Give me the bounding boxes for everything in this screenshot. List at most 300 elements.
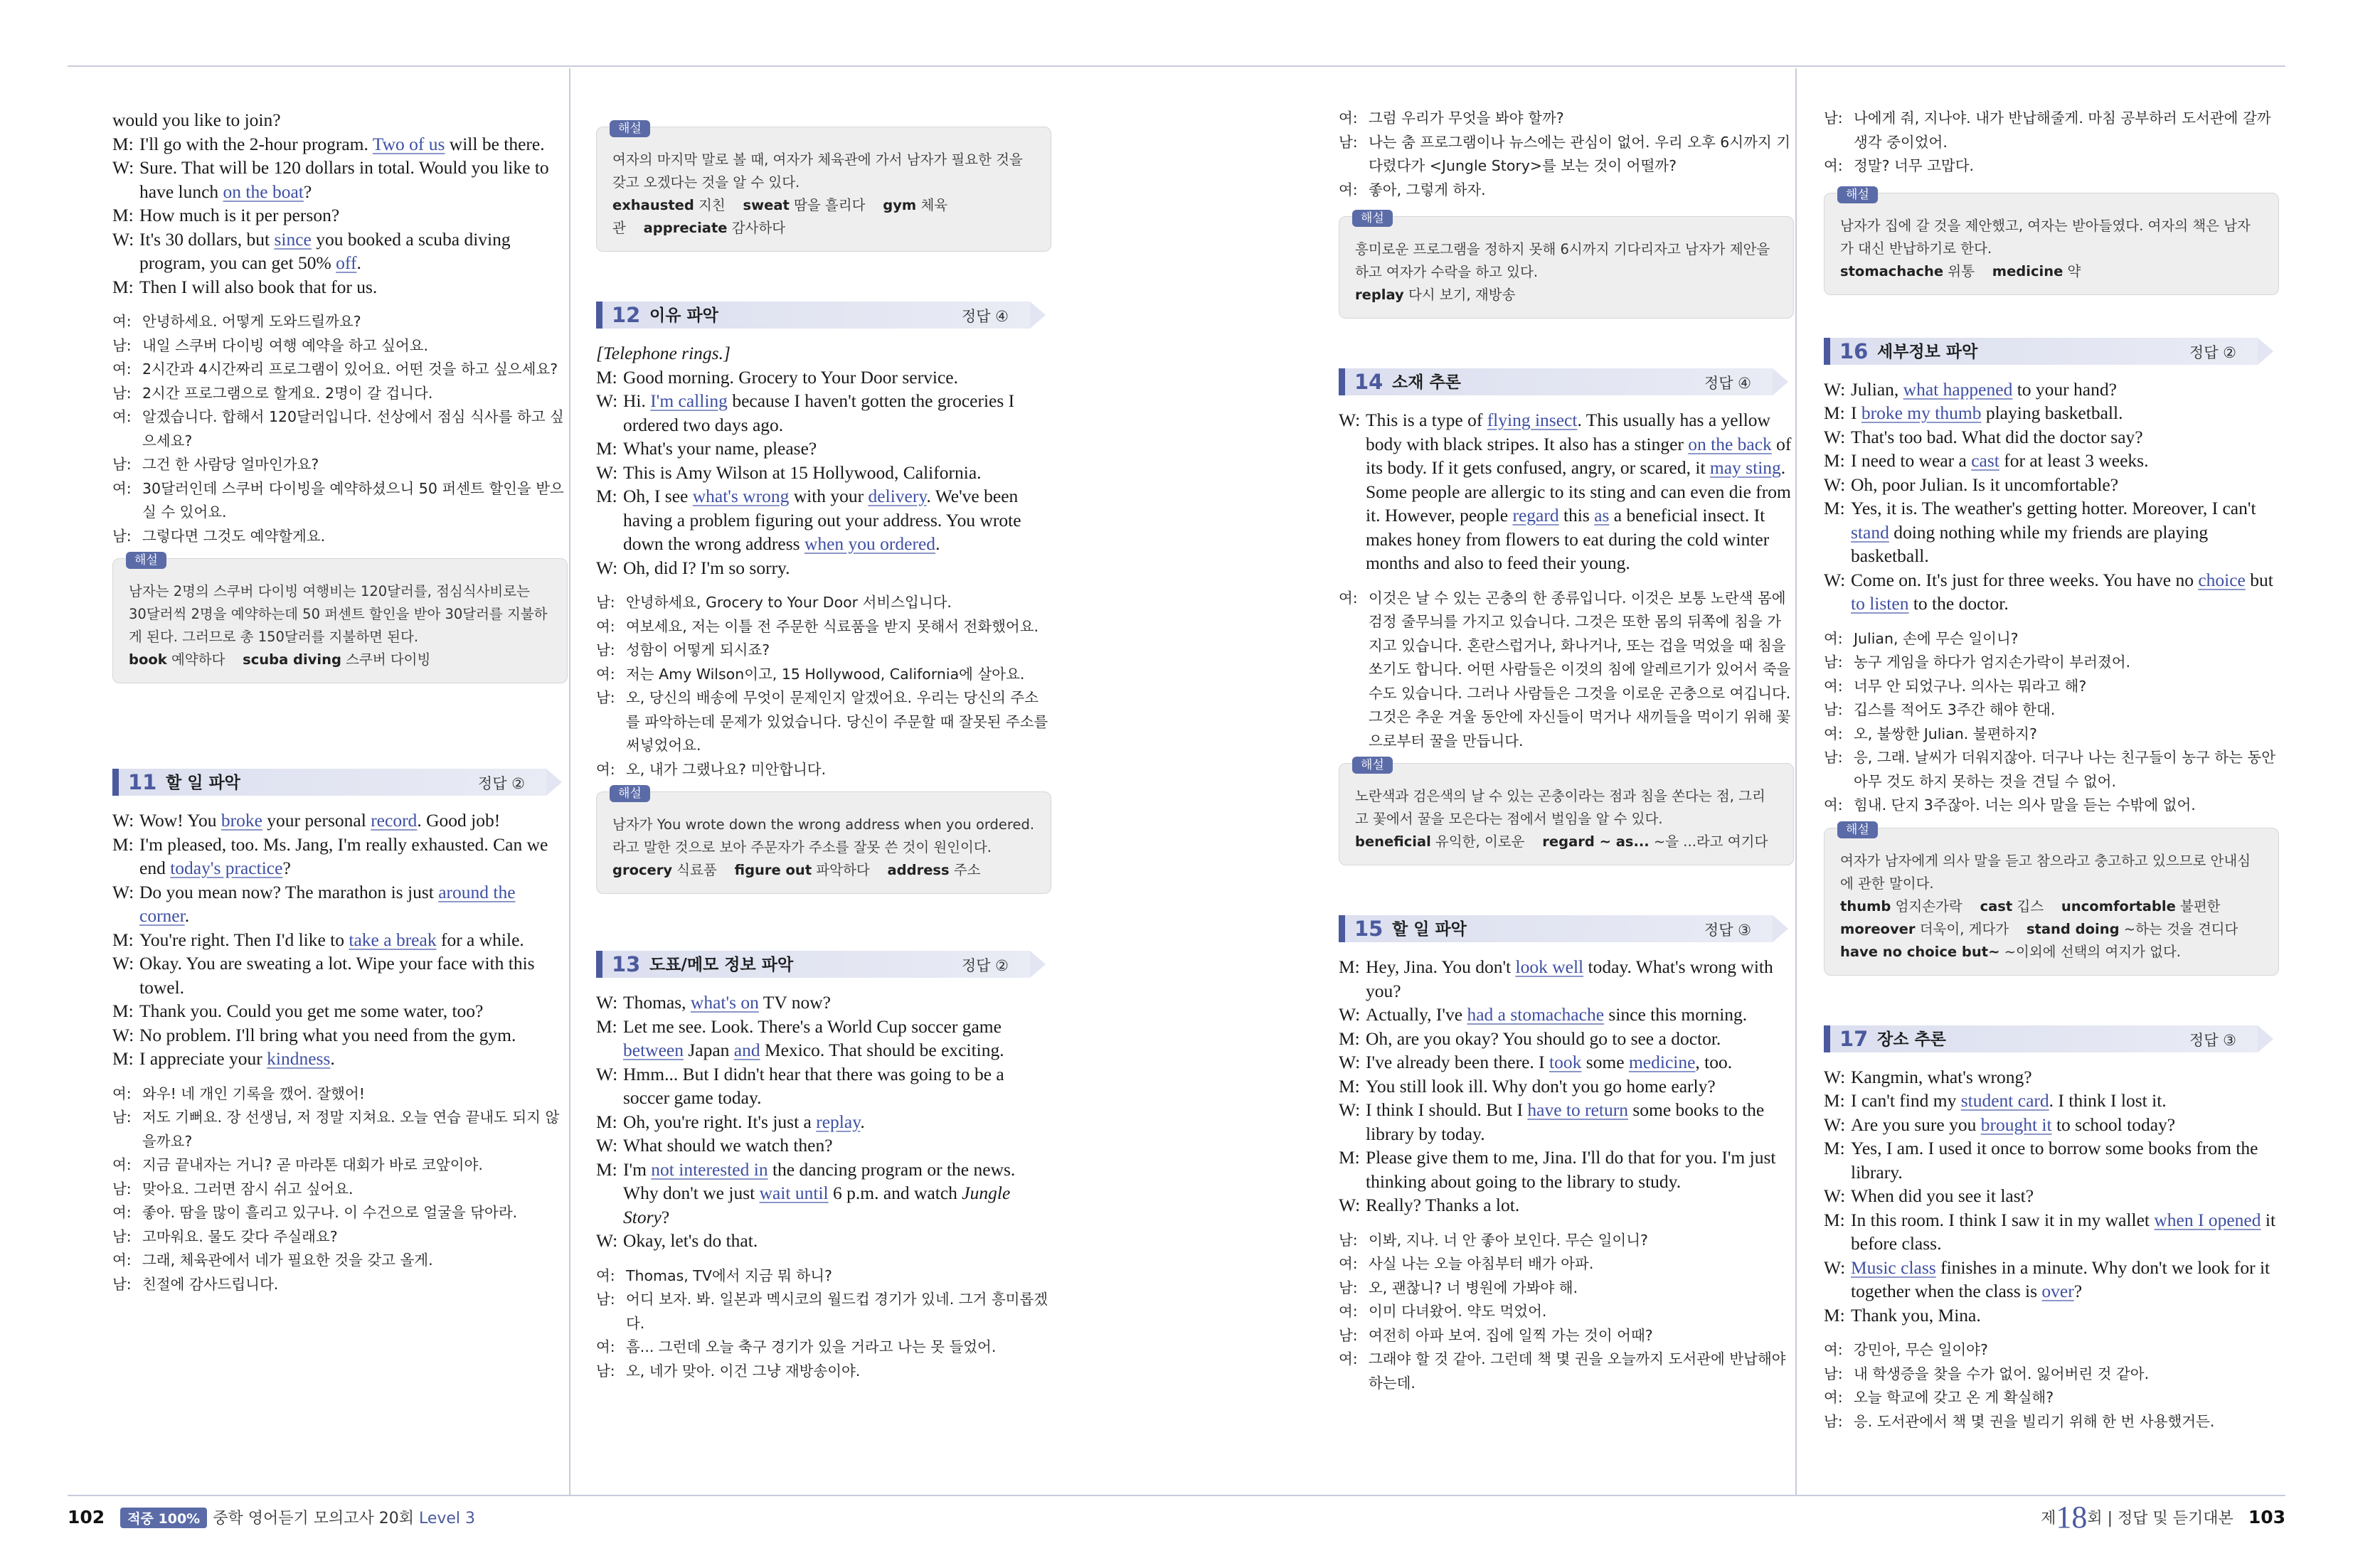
line-text: ? (2073, 1281, 2083, 1301)
vocab-line (1840, 260, 2263, 283)
line-text: In this room. I think I saw it in my wallet (1851, 1209, 2155, 1230)
speaker-label: 여: (596, 617, 615, 635)
translation-text: 좋아, 그렇게 하자. (1369, 181, 1486, 198)
explanation-text: 남자가 You wrote down the wrong address when you ordered.라고 말한 것으로 보아 주문자가 주소를 잘못 쓴 것이 원인이다. (612, 816, 1035, 855)
page-number-right: 103 (2248, 1507, 2285, 1527)
speaker-label: M: (1339, 1147, 1360, 1168)
line-text: This is a type of (1366, 410, 1487, 430)
translation-line (1339, 178, 1794, 203)
line-text: No problem. I'll bring what you need from the gym. (139, 1024, 516, 1045)
line-text: to your hand? (2012, 378, 2117, 400)
book-title: 중학 영어듣기 모의고사 20회 (213, 1510, 414, 1527)
translation-17 (1824, 1338, 2279, 1434)
dialogue-line (596, 1015, 1051, 1062)
header-arrow (1030, 302, 1046, 329)
explanation-text: 남자가 집에 갈 것을 제안했고, 여자는 받아들였다. 여자의 책은 남자가 대신 반납하기로 한다. (1840, 217, 2251, 257)
translation-text: 농구 게임을 하다가 엄지손가락이 부러졌어. (1854, 654, 2131, 671)
translation-line (1339, 1252, 1794, 1276)
speaker-label: M: (1824, 402, 1845, 423)
vocab-word: figure out (734, 862, 812, 878)
blank-answer: between (623, 1040, 684, 1060)
line-text: That's too bad. What did the doctor say? (1851, 426, 2143, 447)
dialogue-line (596, 437, 1051, 461)
line-text: Yes, it is. The weather's getting hotter. Moreover, I can't (1851, 498, 2256, 518)
question-number: 12 (612, 303, 641, 327)
vocab-word: have no choice but~ (1840, 943, 2000, 960)
answer-label: 정답 ② (2189, 343, 2236, 361)
translation-text: 여전히 아파 보여. 집에 일찍 가는 것이 어때? (1369, 1326, 1653, 1344)
vocab-word: medicine (1992, 262, 2063, 279)
vocab-word: cast (1980, 897, 2013, 914)
answer-label: 정답 ④ (961, 308, 1009, 325)
vocab-word: sweat (743, 197, 790, 213)
line-text: Come on. It's just for three weeks. You have no (1851, 569, 2199, 590)
speaker-label: W: (112, 881, 134, 902)
translation-line (1824, 794, 2279, 818)
speaker-label: 여: (596, 760, 615, 778)
line-text: 6 p.m. and watch (828, 1183, 962, 1203)
line-text: I can't find my (1851, 1090, 1961, 1111)
line-text: some (1581, 1052, 1629, 1072)
speaker-label: W: (596, 1063, 618, 1084)
header-mark (1824, 338, 1830, 365)
line-text: Thank you, Mina. (1851, 1304, 1981, 1326)
translation-text: 2시간 프로그램으로 할게요. 2명이 갈 겁니다. (142, 384, 433, 402)
line-text: since this morning. (1604, 1004, 1748, 1025)
dialogue-line (596, 1158, 1051, 1230)
translation-15 (1339, 1229, 1794, 1396)
line-text: Oh, you're right. It's just a (623, 1111, 817, 1132)
speaker-label: 여: (1824, 157, 1843, 174)
translation-text: 그렇다면 그것도 예약할게요. (142, 527, 326, 545)
translation-line (596, 686, 1051, 758)
translation-line (112, 1249, 568, 1273)
blank-answer: as (1594, 505, 1610, 526)
dialogue-line (112, 1047, 568, 1071)
speaker-label: W: (112, 228, 134, 250)
speaker-label: W: (1339, 1052, 1361, 1072)
line-text: . I think I lost it. (2049, 1090, 2167, 1111)
translation-line (1824, 1386, 2279, 1410)
line-text: but (2245, 569, 2273, 590)
line-text: to the doctor. (1908, 593, 2009, 614)
translation-line (112, 1225, 568, 1249)
speaker-label: 남: (1824, 654, 1843, 671)
explanation-box-11 (596, 122, 1051, 252)
translation-text: 이봐, 지나. 너 안 좋아 보인다. 무슨 일이니? (1369, 1231, 1648, 1249)
dialogue-line (1339, 955, 1794, 1003)
translation-line (596, 1288, 1051, 1335)
line-text: I'll go with the 2-hour program. (139, 133, 373, 154)
dialogue-line (596, 1229, 1051, 1253)
line-text: Thank you. Could you get me some water, too? (139, 1001, 484, 1021)
line-text: I'm (623, 1158, 652, 1180)
translation-line (112, 382, 568, 406)
dialogue-line (596, 341, 1051, 366)
dialogue-line (1824, 1184, 2279, 1208)
translation-line (112, 525, 568, 549)
line-text: . (184, 905, 190, 926)
speaker-label: 여: (112, 361, 132, 378)
question-number: 11 (128, 770, 157, 794)
speaker-label: 남: (1824, 110, 1843, 127)
vocab-meaning: 파악하다 (816, 862, 870, 878)
explanation-box-16 (1824, 822, 2279, 976)
line-text: . Some people are allergic to its sting and can even die from it. However, people (1366, 457, 1791, 526)
speaker-label: 남: (112, 456, 132, 473)
translation-line (112, 310, 568, 334)
line-text: Okay. You are sweating a lot. Wipe your face with this towel. (139, 953, 535, 998)
translation-15-end (1824, 107, 2279, 178)
dialogue-line (1824, 1113, 2279, 1137)
speaker-label: W: (112, 953, 134, 974)
line-text: ? (303, 181, 312, 202)
vocab-meaning: 유익한, 이로운 (1435, 833, 1525, 850)
speaker-label: M: (1339, 956, 1360, 977)
vocab-line (1840, 918, 2263, 941)
translation-line (112, 477, 568, 525)
dialogue-line (596, 366, 1051, 390)
dialogue-line (596, 556, 1051, 580)
blank-answer: what happened (1903, 378, 2013, 400)
line-text: Are you sure you (1851, 1114, 1981, 1135)
speaker-label: M: (596, 438, 617, 459)
blank-answer: on the boat (223, 181, 304, 202)
translation-text: 오, 불쌍한 Julian. 불편하지? (1854, 725, 2037, 742)
explanation-tag: 해설 (610, 120, 650, 137)
speaker-label: 여: (112, 1084, 132, 1102)
translation-text: 성함이 어떻게 되시죠? (626, 641, 770, 658)
speaker-label: M: (596, 1015, 617, 1037)
blank-answer: wait until (759, 1183, 829, 1203)
vocab-word: scuba diving (243, 651, 341, 668)
translation-line (1824, 675, 2279, 699)
line-text: Oh, are you okay? You should go to see a doctor. (1366, 1028, 1721, 1049)
translation-line (1824, 154, 2279, 178)
translation-13-end (1339, 107, 1794, 202)
translation-line (596, 591, 1051, 615)
translation-line (596, 663, 1051, 687)
speaker-label: W: (1339, 410, 1361, 430)
translation-line (1824, 1362, 2279, 1387)
explanation-tag: 해설 (1837, 821, 1878, 838)
dialogue-line (112, 833, 568, 880)
vocab-meaning: 땀을 흘리다 (794, 197, 866, 213)
dialogue-line (1824, 1208, 2279, 1256)
line-text: Wow! You (139, 810, 221, 831)
dialogue-line (1339, 1098, 1794, 1146)
translation-line (1339, 1276, 1794, 1301)
dialogue-line (112, 880, 568, 928)
line-text: of its body. If it gets confused, angry, or scared, it (1366, 433, 1792, 478)
dialogue-line (1339, 1074, 1794, 1099)
dialogue-line (112, 951, 568, 999)
translation-text: 그래, 체육관에서 네가 필요한 것을 갖고 올게. (142, 1252, 433, 1269)
question-type: 도표/메모 정보 파악 (649, 956, 794, 974)
translation-text: 내 학생증을 찾을 수가 없어. 잃어버린 것 같아. (1854, 1365, 2150, 1382)
blank-answer: and (733, 1040, 760, 1060)
blank-answer: record (371, 810, 418, 831)
explanation-text: 흥미로운 프로그램을 정하지 못해 6시까지 기다리자고 남자가 제안을 하고 여자가 수락을 하고 있다. (1355, 241, 1770, 280)
translation-line (1824, 1338, 2279, 1362)
line-text: ? (661, 1206, 670, 1227)
line-text: You still look ill. Why don't you go home early? (1366, 1075, 1716, 1097)
dialogue-line (1824, 1065, 2279, 1089)
question-number: 16 (1839, 338, 1869, 363)
translation-line (596, 1264, 1051, 1289)
speaker-label: W: (1824, 1257, 1846, 1278)
answer-label: 정답 ③ (2189, 1031, 2236, 1049)
translation-text: 알겠습니다. 합해서 120달러입니다. 선상에서 점심 식사를 하고 싶으세요? (142, 408, 564, 449)
italic-text: [Telephone rings.] (596, 343, 731, 363)
vocab-meaning: 다시 보기, 재방송 (1408, 287, 1516, 303)
blank-answer: took (1549, 1052, 1582, 1072)
dialogue-line (1339, 1146, 1794, 1193)
vocab-meaning: 지친 (699, 197, 726, 213)
blank-answer: what's wrong (692, 486, 790, 506)
translation-text: 정말? 너무 고맙다. (1854, 157, 1975, 174)
translation-11 (112, 1082, 568, 1297)
line-text: I'm pleased, too. Ms. Jang, I'm really exhausted. Can we end (139, 833, 548, 878)
header-arrow (1773, 368, 1788, 395)
translation-line (1824, 651, 2279, 675)
blank-answer: since (274, 228, 312, 250)
dialogue-line (1824, 1303, 2279, 1328)
line-text: Let me see. Look. There's a World Cup soccer game (623, 1015, 1002, 1037)
line-text: I appreciate your (139, 1048, 267, 1069)
question-type: 할 일 파악 (1392, 920, 1467, 939)
translation-text: 강민아, 무슨 일이야? (1854, 1341, 1988, 1358)
dialogue-line (112, 108, 568, 132)
speaker-label: W: (596, 462, 618, 483)
speaker-label: 여: (1824, 1389, 1843, 1406)
translation-text: 안녕하세요, Grocery to Your Door 서비스입니다. (626, 594, 952, 611)
line-text: . Good job! (417, 810, 501, 831)
line-text: I (1851, 402, 1861, 423)
question-11-header (112, 769, 568, 796)
translation-line (112, 1153, 568, 1178)
speaker-label: 남: (112, 384, 132, 402)
dialogue-13 (596, 991, 1051, 1253)
header-mark (596, 302, 602, 329)
translation-line (112, 1273, 568, 1297)
speaker-label: 여: (1824, 796, 1843, 814)
blank-answer: around the corner (139, 881, 516, 926)
vocab-word: gym (883, 197, 917, 213)
translation-line (112, 1178, 568, 1202)
column-4 (1824, 107, 2279, 1434)
speaker-label: M: (1824, 1209, 1845, 1230)
vocab-meaning: ~을 ...라고 여기다 (1653, 833, 1768, 850)
explanation-text: 여자의 마지막 말로 볼 때, 여자가 체육관에 가서 남자가 필요한 것을 갖고 오겠다는 것을 알 수 있다. (612, 151, 1023, 191)
question-number: 13 (612, 952, 641, 976)
dialogue-line (112, 132, 568, 156)
translation-text: 안녕하세요. 어떻게 도와드릴까요? (142, 313, 361, 330)
question-type: 장소 추론 (1877, 1030, 1946, 1049)
explanation-box-15 (1824, 187, 2279, 295)
vocab-meaning: 스쿠버 다이빙 (346, 651, 431, 668)
blank-answer: Music class (1851, 1257, 1936, 1278)
translation-line (1824, 746, 2279, 794)
dialogue-line (112, 275, 568, 299)
explanation-tag: 해설 (126, 552, 166, 569)
speaker-label: 여: (112, 479, 132, 497)
dialogue-line (1339, 1027, 1794, 1051)
line-text: Hi. (623, 390, 651, 411)
speaker-label: 남: (112, 1180, 132, 1198)
blank-answer: flying insect (1487, 410, 1578, 430)
translation-text: 그래야 할 것 같아. 그런데 책 몇 권을 오늘까지 도서관에 반납해야 하는데. (1369, 1350, 1786, 1392)
line-text: Japan (683, 1040, 734, 1060)
translation-text: 응, 그래. 날씨가 더워지잖아. 더구나 나는 친구들이 농구 하는 동안 아무 것도 하지 못하는 것을 견딜 수 없어. (1854, 749, 2276, 790)
translation-line (1824, 107, 2279, 154)
blank-answer: look well (1515, 956, 1584, 977)
speaker-label: W: (112, 157, 134, 178)
speaker-label: W: (112, 810, 134, 831)
translation-line (596, 1335, 1051, 1360)
speaker-label: M: (596, 1111, 617, 1132)
dialogue-line (112, 203, 568, 228)
dialogue-line (112, 228, 568, 275)
translation-text: 나는 춤 프로그램이나 뉴스에는 관심이 없어. 우리 오후 6시까지 기다렸다가 <Jungle Story>를 보는 것이 어떨까? (1369, 133, 1791, 174)
blank-answer: broke (221, 810, 262, 831)
header-mark (112, 769, 119, 796)
question-number: 14 (1354, 370, 1383, 394)
speaker-label: W: (596, 1135, 618, 1156)
dialogue-line (1339, 408, 1794, 575)
blank-answer: not interested in (651, 1158, 768, 1180)
explanation-text: 노란색과 검은색의 날 수 있는 곤충이라는 점과 침을 쏜다는 점, 그리고 꽃에서 꿀을 모은다는 점에서 벌임을 알 수 있다. (1355, 788, 1765, 827)
explanation-box-13 (1339, 211, 1794, 319)
speaker-label: 여: (112, 1204, 132, 1221)
line-text: Kangmin, what's wrong? (1851, 1066, 2032, 1087)
translation-text: 여보세요, 저는 이틀 전 주문한 식료품을 받지 못해서 전화했어요. (626, 617, 1039, 635)
line-text: Hmm... But I didn't hear that there was going to be a soccer game today. (623, 1063, 1004, 1108)
translation-line (596, 639, 1051, 663)
vocab-word: grocery (612, 862, 673, 878)
blank-answer: student card (1960, 1090, 2049, 1111)
vocab-meaning: 더욱이, 게다가 (1919, 920, 2009, 937)
line-text: It's 30 dollars, but (139, 228, 275, 250)
italic-text: Jungle Story (623, 1183, 1011, 1227)
vocab-word: appreciate (643, 220, 728, 236)
translation-text: 2시간과 4시간짜리 프로그램이 있어요. 어떤 것을 하고 싶으세요? (142, 361, 558, 378)
speaker-label: M: (112, 929, 134, 950)
vocab-line (612, 194, 1035, 240)
blank-answer: over (2041, 1281, 2074, 1301)
dialogue-line (1824, 1089, 2279, 1113)
dialogue-10-end (112, 108, 568, 299)
dialogue-line (1824, 1136, 2279, 1184)
translation-text: 사실 나는 오늘 아침부터 배가 아파. (1369, 1255, 1594, 1272)
line-text: Yes, I am. I used it once to borrow some books from the library. (1851, 1138, 2258, 1183)
line-text: for a while. (436, 929, 524, 950)
dialogue-line (596, 484, 1051, 556)
dialogue-12 (596, 341, 1051, 580)
explanation-text: 여자가 남자에게 의사 말을 듣고 참으라고 충고하고 있으므로 안내심에 관한 말이다. (1840, 852, 2251, 892)
speaker-label: 남: (596, 689, 615, 706)
line-text: Okay, let's do that. (623, 1230, 758, 1251)
explanation-tag: 해설 (1352, 757, 1393, 774)
question-15-header (1339, 915, 1794, 942)
line-text: . (330, 1048, 335, 1069)
dialogue-line (1824, 378, 2279, 402)
translation-line (1339, 1229, 1794, 1253)
speaker-label: M: (1824, 498, 1845, 518)
speaker-label: 여: (1339, 1350, 1358, 1367)
dialogue-line (1339, 1193, 1794, 1217)
dialogue-line (596, 991, 1051, 1015)
speaker-label: 여: (112, 1156, 132, 1173)
translation-line (112, 453, 568, 477)
line-text: the dancing program or the news. Why don't we just (623, 1158, 1016, 1203)
blank-answer: stand (1851, 521, 1889, 543)
line-text: Really? Thanks a lot. (1366, 1195, 1520, 1215)
speaker-label: M: (1824, 1304, 1845, 1326)
blank-answer: had a stomachache (1467, 1004, 1605, 1025)
dialogue-line (1824, 1256, 2279, 1303)
question-16-header (1824, 338, 2279, 365)
dialogue-line (1824, 496, 2279, 568)
translation-line (112, 405, 568, 453)
speaker-label: 남: (1339, 1231, 1358, 1249)
translation-text: 좋아. 땀을 많이 흘리고 있구나. 이 수건으로 얼굴을 닦아라. (142, 1204, 518, 1221)
speaker-label: M: (596, 1158, 617, 1180)
speaker-label: 남: (1824, 701, 1843, 718)
answer-label: 정답 ④ (1704, 375, 1751, 392)
vocab-meaning: 예약하다 (171, 651, 225, 668)
vocab-word: stand doing (2026, 920, 2120, 937)
speaker-label: W: (596, 1230, 618, 1251)
speaker-label: 남: (112, 1109, 132, 1126)
vocab-meaning: 약 (2067, 262, 2081, 279)
translation-13 (596, 1264, 1051, 1384)
speaker-label: 여: (596, 665, 615, 683)
blank-answer: broke my thumb (1861, 402, 1982, 423)
vocab-line (612, 859, 1035, 882)
translation-line (1339, 1348, 1794, 1395)
line-text: Oh, did I? I'm so sorry. (623, 557, 790, 578)
explanation-text: 남자는 2명의 스쿠버 다이빙 여행비는 120달러를, 점심식사비로는 30달러씩 2명을 예약하는데 50 퍼센트 할인을 받아 30달러를 지불하게 된다. 그러므로 총 150달러를 지불하면 된다. (129, 583, 548, 645)
translation-line (596, 1360, 1051, 1384)
answer-label: 정답 ② (477, 775, 525, 792)
blank-answer: to listen (1851, 593, 1909, 614)
speaker-label: 남: (596, 1291, 615, 1308)
header-arrow (1773, 915, 1788, 942)
translation-text: 내일 스쿠버 다이빙 여행 예약을 하고 싶어요. (142, 336, 429, 354)
translation-text: 저는 Amy Wilson이고, 15 Hollywood, California에 살아요. (626, 665, 1025, 683)
line-text: . We've been having a problem figuring out your address. You wrote down the wrong address (623, 486, 1021, 554)
translation-text: 나에게 줘, 지나야. 내가 반납해줄게. 마침 공부하러 도서관에 갈까 생각 중이었어. (1854, 110, 2271, 151)
dialogue-line (1339, 1003, 1794, 1027)
speaker-label: M: (1824, 1090, 1845, 1111)
translation-16 (1824, 627, 2279, 818)
header-arrow (1030, 951, 1046, 978)
speaker-label: M: (1824, 1138, 1845, 1158)
answer-label: 정답 ② (961, 957, 1009, 974)
speaker-label: W: (1824, 474, 1846, 495)
line-text: Julian, (1851, 378, 1903, 400)
speaker-label: W: (112, 1024, 134, 1045)
line-text: Mexico. That should be exciting. (760, 1040, 1004, 1060)
speaker-label: 여: (1824, 725, 1843, 742)
question-type: 소재 추론 (1392, 373, 1461, 392)
blank-answer: on the back (1688, 433, 1772, 454)
question-number: 15 (1354, 917, 1383, 941)
line-text: a beneficial insect. It makes honey from flowers to eat during the cold winter months and also to feed their young. (1366, 505, 1770, 573)
vocab-line (1355, 831, 1778, 853)
blank-answer: medicine (1628, 1052, 1696, 1072)
